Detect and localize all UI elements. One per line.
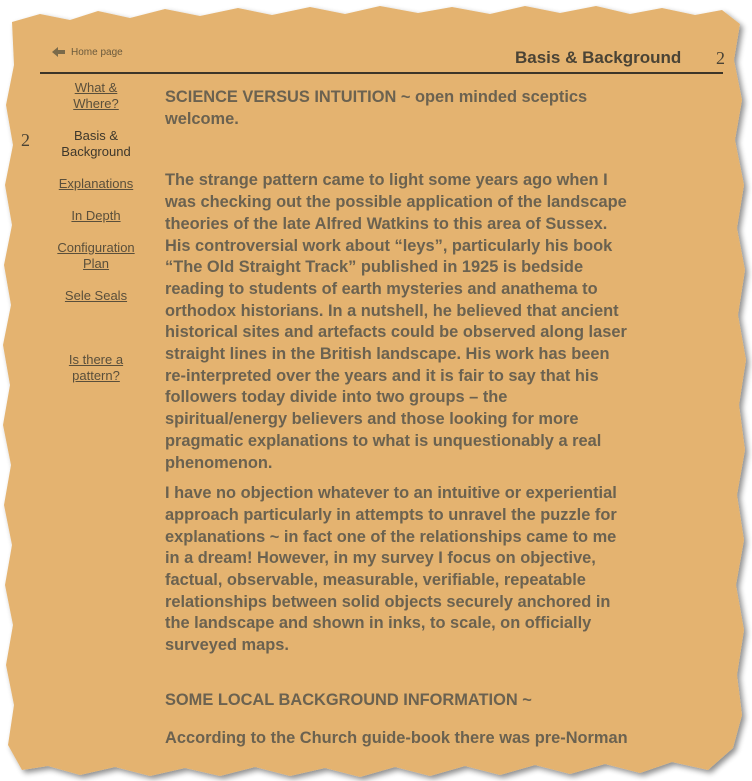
nav-link-in-depth[interactable]: In Depth [71, 208, 121, 223]
page-number: 2 [716, 48, 725, 68]
home-page-label: Home page [71, 46, 123, 58]
nav-link-configuration-plan[interactable]: Configuration Plan [57, 240, 135, 271]
paragraph-church-guide: According to the Church guide-book there was pre-Norman [165, 728, 628, 747]
nav-link-is-there-a-pattern[interactable]: Is there a pattern? [68, 352, 124, 383]
nav-link-basis-background: Basis & Background [61, 128, 131, 159]
page-title: Basis & Background [515, 48, 682, 67]
article-body [165, 87, 685, 749]
section-heading-science-vs-intuition: SCIENCE VERSUS INTUITION ~ open minded sceptics welcome. [165, 88, 588, 128]
header-divider [40, 72, 723, 74]
nav-link-explanations[interactable]: Explanations [58, 176, 134, 191]
back-arrow-icon [52, 46, 66, 58]
nav-link-what-where[interactable]: What & Where? [73, 80, 119, 111]
nav-link-sele-seals[interactable]: Sele Seals [64, 288, 128, 303]
paragraph-approach: I have no objection whatever to an intuitive or experiential approach particularly in attempts to unravel the puzzle for explanations ~ in fact one of the relationships came to me in a dream! However, in my survey I focus on objective, factual, observable, measurable, verifiable, repeatable relationships between solid objects securely anchored in the landscape and shown in inks, to scale, on officially surveyed maps. [165, 484, 617, 655]
paragraph-watkins: The strange pattern came to light some years ago when I was checking out the possible application of the landscape theories of the late Alfred Watkins to this area of Sussex. His controversial work about “leys”, particularly his book “The Old Straight Track” published in 1925 is bedside reading to students of earth mysteries and anathema to orthodox historians. In a nutshell, he believed that ancient historical sites and artefacts could be observed along laser straight lines in the British landscape. His work has been re-interpreted over the years and it is fair to say that his followers today divide into two groups – the spiritual/energy believers and those looking for more pragmatic explanations to what is unquestionably a real phenomenon. [165, 171, 627, 472]
section-heading-local-background: SOME LOCAL BACKGROUND INFORMATION ~ [165, 690, 532, 709]
home-page-link[interactable] [52, 46, 123, 58]
margin-page-number: 2 [21, 130, 30, 150]
